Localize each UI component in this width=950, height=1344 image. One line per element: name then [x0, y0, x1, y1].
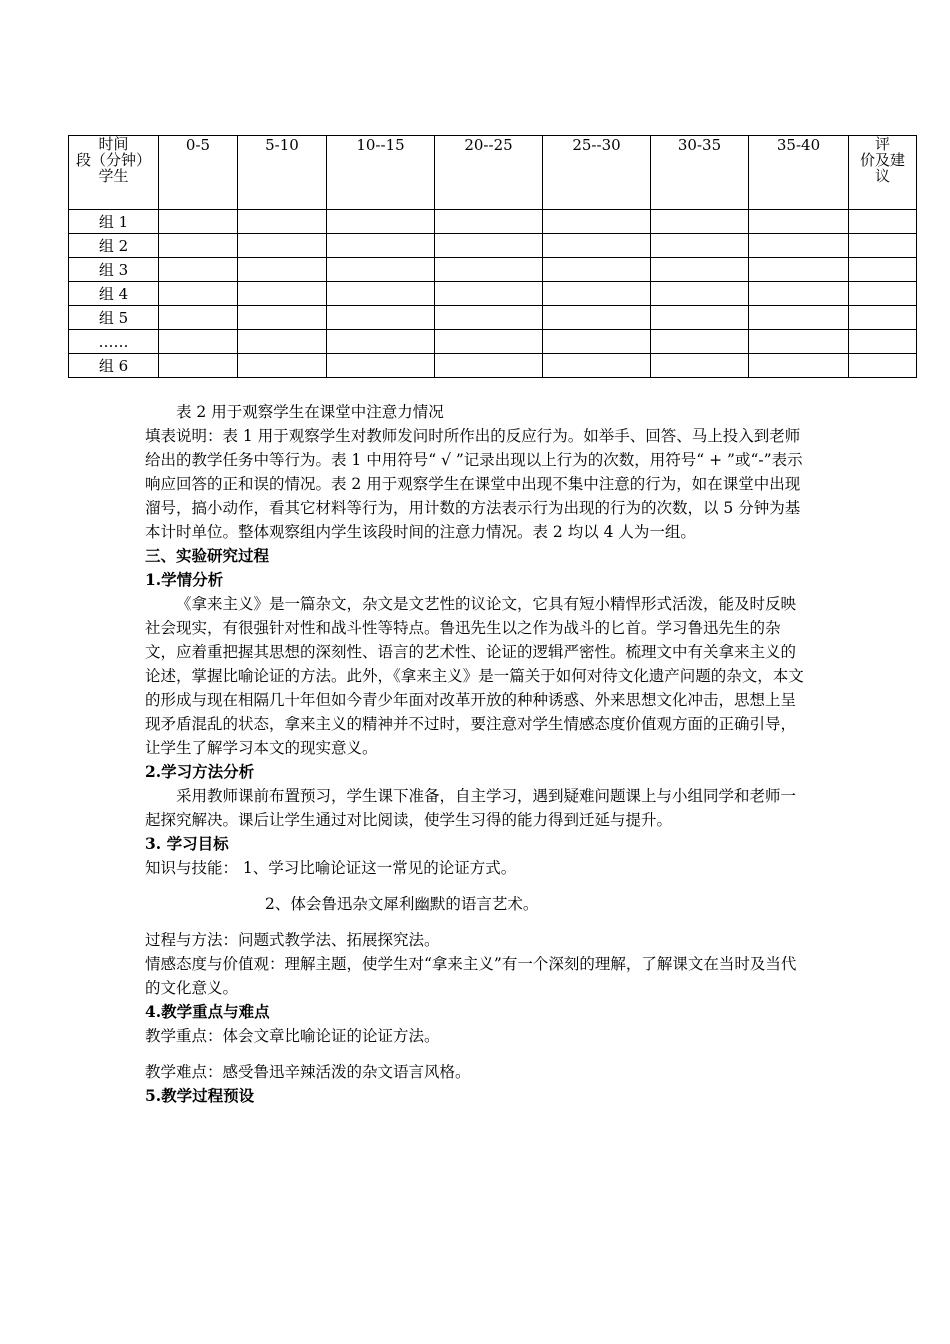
header-line: 议 — [874, 167, 890, 185]
header-line: 价及建 — [859, 151, 905, 169]
table-cell — [159, 258, 238, 282]
table-caption: 表 2 用于观察学生在课堂中注意力情况 — [176, 403, 444, 421]
table-cell — [543, 330, 651, 354]
header-line: 时间 — [98, 135, 129, 153]
section-3-title: 三、实验研究过程 — [145, 546, 270, 565]
table-cell — [749, 306, 849, 330]
subsection-5-title: 5.教学过程预设 — [145, 1086, 255, 1105]
observation-table — [68, 135, 917, 378]
row-label: 组 4 — [69, 282, 159, 306]
table-row — [69, 258, 917, 282]
table-cell — [849, 330, 917, 354]
table-cell — [238, 354, 327, 378]
table-cell — [651, 258, 749, 282]
fill-instructions: 填表说明：表 1 用于观察学生对教师发问时所作出的反应行为。如举手、回答、马上投入到老师给出的教学任务中等行为。表 1 中用符号“ √ ”记录出现以上行为的次数，用符号“ + ”或“-”表示响应回答的正和误的情况。表 2 用于观察学生在课堂中出现不集中注意的行为，如在课堂中出现溜号，搞小动作，看其它材料等行为，用计数的方法表示行为出现的行为的次数，以 5 分钟为基本计时单位。整体观察组内学生该段时间的注意力情况。表 2 均以 4 人为一组。 — [145, 427, 803, 541]
subsection-2-title: 2.学习方法分析 — [145, 762, 255, 781]
table-row — [69, 354, 917, 378]
table-cell — [543, 282, 651, 306]
subsection-1-title: 1.学情分析 — [145, 570, 224, 589]
document-body — [145, 400, 810, 1108]
subsection-2-body: 采用教师课前布置预习，学生课下准备，自主学习，遇到疑难问题课上与小组同学和老师一起探究解决。课后让学生通过对比阅读，使学生习得的能力得到迁延与提升。 — [145, 787, 797, 829]
table-cell — [651, 234, 749, 258]
table-cell — [435, 330, 543, 354]
teaching-difficulty: 教学难点：感受鲁迅辛辣活泼的杂文语言风格。 — [145, 1063, 471, 1081]
table-cell — [849, 258, 917, 282]
row-label: 组 6 — [69, 354, 159, 378]
table-cell — [749, 234, 849, 258]
table-cell — [543, 258, 651, 282]
table-cell — [749, 354, 849, 378]
table-cell — [159, 282, 238, 306]
header-line: 评 — [874, 135, 890, 153]
objective-knowledge-2: 2、体会鲁迅杂文犀利幽默的语言艺术。 — [265, 895, 539, 913]
table-cell — [543, 234, 651, 258]
objective-emotion: 情感态度与价值观：理解主题，使学生对“拿来主义”有一个深刻的理解，了解课文在当时及当代的文化意义。 — [145, 955, 797, 997]
table-cell — [849, 354, 917, 378]
teaching-key-point: 教学重点：体会文章比喻论证的论证方法。 — [145, 1027, 440, 1045]
header-col-10-15: 10--15 — [327, 136, 435, 210]
table-cell — [543, 306, 651, 330]
objective-process: 过程与方法：问题式教学法、拓展探究法。 — [145, 931, 440, 949]
row-label: 组 2 — [69, 234, 159, 258]
table-cell — [849, 306, 917, 330]
table-cell — [327, 282, 435, 306]
row-label: 组 3 — [69, 258, 159, 282]
header-evaluation — [849, 136, 917, 210]
spacer — [145, 1048, 810, 1060]
table-cell — [435, 234, 543, 258]
table-cell — [651, 306, 749, 330]
table-cell — [651, 354, 749, 378]
header-col-30-35: 30-35 — [651, 136, 749, 210]
table-cell — [651, 210, 749, 234]
table-cell — [159, 354, 238, 378]
objective-knowledge-1: 知识与技能： 1、学习比喻论证这一常见的论证方式。 — [145, 859, 517, 877]
table-cell — [435, 210, 543, 234]
table-cell — [543, 210, 651, 234]
subsection-4-title: 4.教学重点与难点 — [145, 1002, 270, 1021]
row-label: 组 5 — [69, 306, 159, 330]
table-cell — [327, 210, 435, 234]
table-cell — [159, 210, 238, 234]
header-col-5-10: 5-10 — [238, 136, 327, 210]
table-cell — [651, 330, 749, 354]
table-row — [69, 282, 917, 306]
table-cell — [238, 306, 327, 330]
table-cell — [238, 210, 327, 234]
row-label: 组 1 — [69, 210, 159, 234]
table-cell — [849, 234, 917, 258]
table-cell — [327, 354, 435, 378]
table-row — [69, 306, 917, 330]
table-cell — [159, 306, 238, 330]
table-cell — [238, 330, 327, 354]
table-cell — [435, 282, 543, 306]
table-cell — [327, 306, 435, 330]
table-cell — [159, 234, 238, 258]
table-cell — [435, 354, 543, 378]
table-cell — [327, 330, 435, 354]
table-cell — [327, 258, 435, 282]
table-body — [69, 210, 917, 378]
table-cell — [435, 258, 543, 282]
subsection-1-body: 《拿来主义》是一篇杂文，杂文是文艺性的议论文，它具有短小精悍形式活泼，能及时反映社会现实，有很强针对性和战斗性等特点。鲁迅先生以之作为战斗的匕首。学习鲁迅先生的杂文，应着重把握其思想的深刻性、语言的艺术性、论证的逻辑严密性。梳理文中有关拿来主义的论述，掌握比喻论证的方法。此外，《拿来主义》是一篇关于如何对待文化遗产问题的杂文，本文的形成与现在相隔几十年但如今青少年面对改革开放的种种诱惑、外来思想文化冲击，思想上呈现矛盾混乱的状态，拿来主义的精神并不过时，要注意对学生情感态度价值观方面的正确引导，让学生了解学习本文的现实意义。 — [145, 595, 804, 757]
table-cell — [543, 354, 651, 378]
header-line: 学生 — [98, 167, 129, 185]
spacer — [145, 880, 810, 892]
table-cell — [238, 258, 327, 282]
table-cell — [159, 330, 238, 354]
table-cell — [849, 282, 917, 306]
table-cell — [749, 330, 849, 354]
table-cell — [238, 234, 327, 258]
table-cell — [749, 210, 849, 234]
header-col-20-25: 20--25 — [435, 136, 543, 210]
table-cell — [749, 282, 849, 306]
row-label: …… — [69, 330, 159, 354]
header-col-25-30: 25--30 — [543, 136, 651, 210]
header-time-student — [69, 136, 159, 210]
table-row — [69, 330, 917, 354]
table-row — [69, 234, 917, 258]
header-col-0-5: 0-5 — [159, 136, 238, 210]
table-header-row — [69, 136, 917, 210]
table-cell — [435, 306, 543, 330]
header-line: 段（分钟） — [75, 151, 151, 169]
table-row — [69, 210, 917, 234]
table-cell — [238, 282, 327, 306]
table-cell — [849, 210, 917, 234]
table-cell — [651, 282, 749, 306]
header-col-35-40: 35-40 — [749, 136, 849, 210]
table-cell — [749, 258, 849, 282]
spacer — [145, 916, 810, 928]
table-cell — [327, 234, 435, 258]
subsection-3-title: 3. 学习目标 — [145, 834, 229, 853]
